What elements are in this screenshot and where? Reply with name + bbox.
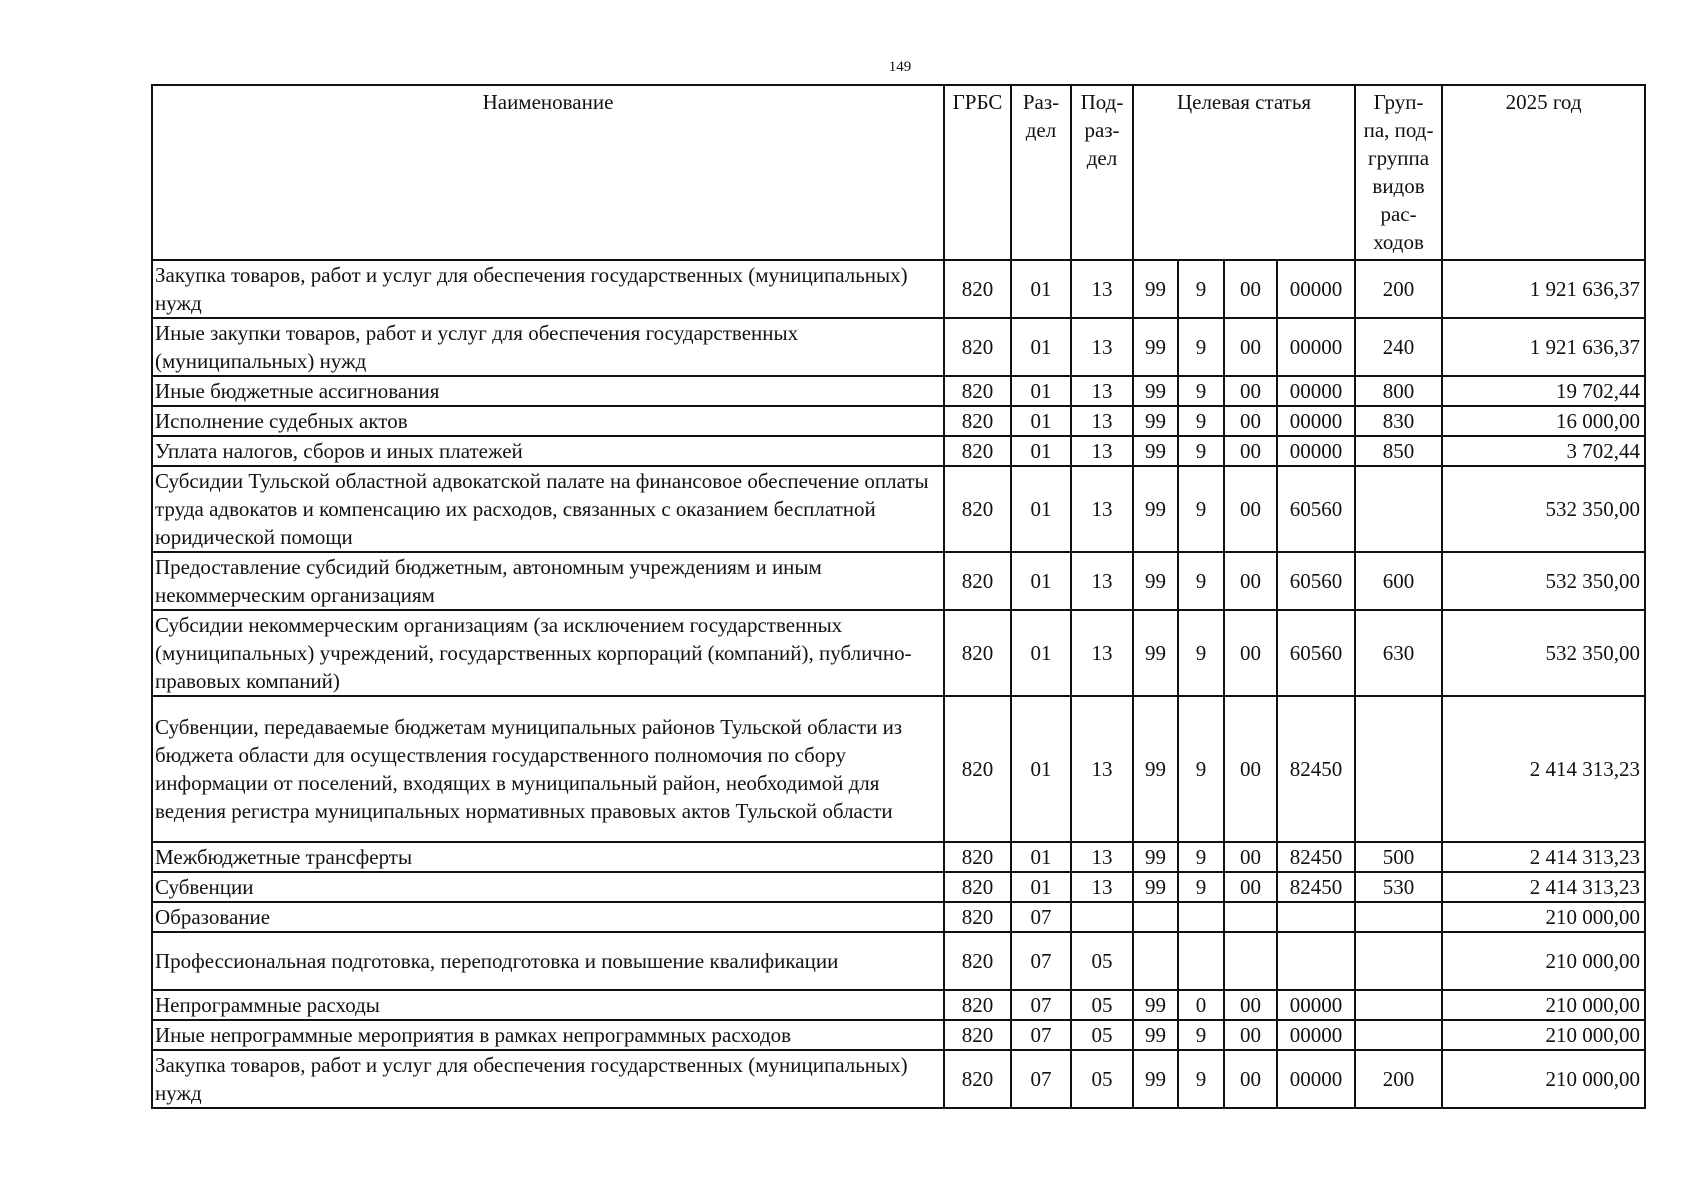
row-amount: 2 414 313,23 [1442,872,1645,902]
table-row [152,376,1645,406]
row-grbs: 820 [944,932,1011,990]
row-amount: 210 000,00 [1442,902,1645,932]
row-expense-group: 240 [1355,318,1442,376]
table-row [152,842,1645,872]
row-podrazdel [1071,902,1133,932]
row-target-direction [1224,932,1277,990]
header-expense-group: Груп- па, под- группа видов рас- ходов [1355,85,1442,260]
row-target-direction: 00 [1224,990,1277,1020]
row-target-code [1277,932,1355,990]
row-target-code: 00000 [1277,376,1355,406]
row-grbs: 820 [944,406,1011,436]
row-name: Субвенции, передаваемые бюджетам муниципальных районов Тульской области из бюджета области для осуществления государственного полномочия по сбору информации от поселений, входящих в муниципальный район, необходимой для ведения регистра муниципальных нормативных правовых актов Тульской области [152,696,944,842]
row-target-direction: 00 [1224,842,1277,872]
table-row [152,696,1645,842]
table-row [152,990,1645,1020]
row-razdel: 01 [1011,466,1071,552]
row-grbs: 820 [944,902,1011,932]
row-name: Предоставление субсидий бюджетным, автономным учреждениям и иным некоммерческим организациям [152,552,944,610]
row-grbs: 820 [944,610,1011,696]
row-target-subprogram: 9 [1178,436,1224,466]
table-row [152,1020,1645,1050]
row-amount: 3 702,44 [1442,436,1645,466]
row-razdel: 07 [1011,902,1071,932]
row-expense-group: 200 [1355,260,1442,318]
table-row [152,902,1645,932]
row-name: Субвенции [152,872,944,902]
row-expense-group [1355,990,1442,1020]
row-grbs: 820 [944,436,1011,466]
row-expense-group: 600 [1355,552,1442,610]
row-target-code: 00000 [1277,1020,1355,1050]
row-target-direction: 00 [1224,552,1277,610]
row-podrazdel: 05 [1071,1050,1133,1108]
row-amount: 1 921 636,37 [1442,318,1645,376]
row-target-program: 99 [1133,1020,1178,1050]
row-podrazdel: 13 [1071,696,1133,842]
row-target-direction: 00 [1224,466,1277,552]
row-amount: 532 350,00 [1442,552,1645,610]
row-amount: 1 921 636,37 [1442,260,1645,318]
row-amount: 16 000,00 [1442,406,1645,436]
row-grbs: 820 [944,552,1011,610]
row-podrazdel: 05 [1071,1020,1133,1050]
row-amount: 532 350,00 [1442,610,1645,696]
row-razdel: 07 [1011,990,1071,1020]
row-target-subprogram: 9 [1178,842,1224,872]
row-target-subprogram [1178,902,1224,932]
row-razdel: 07 [1011,1050,1071,1108]
row-target-direction: 00 [1224,318,1277,376]
row-target-code: 00000 [1277,406,1355,436]
row-target-code: 60560 [1277,610,1355,696]
row-grbs: 820 [944,1020,1011,1050]
row-razdel: 01 [1011,260,1071,318]
row-amount: 210 000,00 [1442,1020,1645,1050]
table-row [152,406,1645,436]
row-expense-group: 530 [1355,872,1442,902]
row-expense-group [1355,902,1442,932]
row-name: Уплата налогов, сборов и иных платежей [152,436,944,466]
row-target-direction: 00 [1224,406,1277,436]
row-expense-group: 630 [1355,610,1442,696]
row-expense-group: 830 [1355,406,1442,436]
row-target-direction: 00 [1224,260,1277,318]
row-podrazdel: 13 [1071,466,1133,552]
row-target-direction: 00 [1224,696,1277,842]
page-number: 149 [888,59,912,75]
row-target-subprogram: 0 [1178,990,1224,1020]
row-target-subprogram: 9 [1178,318,1224,376]
row-target-program: 99 [1133,260,1178,318]
row-razdel: 01 [1011,872,1071,902]
row-amount: 2 414 313,23 [1442,842,1645,872]
row-name: Межбюджетные трансферты [152,842,944,872]
table-body [152,260,1645,1108]
row-target-direction: 00 [1224,1020,1277,1050]
row-name: Субсидии некоммерческим организациям (за исключением государственных (муниципальных) учреждений, государственных корпораций (компаний), публично-правовых компаний) [152,610,944,696]
row-grbs: 820 [944,842,1011,872]
row-razdel: 01 [1011,436,1071,466]
row-target-program: 99 [1133,1050,1178,1108]
row-target-subprogram: 9 [1178,696,1224,842]
row-target-code: 82450 [1277,842,1355,872]
row-target-code: 82450 [1277,872,1355,902]
row-target-program: 99 [1133,436,1178,466]
row-expense-group: 200 [1355,1050,1442,1108]
row-target-subprogram: 9 [1178,1020,1224,1050]
row-target-code: 00000 [1277,260,1355,318]
row-target-program: 99 [1133,318,1178,376]
row-name: Иные закупки товаров, работ и услуг для обеспечения государственных (муниципальных) нужд [152,318,944,376]
row-name: Иные непрограммные мероприятия в рамках непрограммных расходов [152,1020,944,1050]
row-razdel: 01 [1011,610,1071,696]
table-row [152,552,1645,610]
row-target-program: 99 [1133,406,1178,436]
row-amount: 210 000,00 [1442,1050,1645,1108]
row-target-subprogram: 9 [1178,376,1224,406]
row-amount: 532 350,00 [1442,466,1645,552]
row-expense-group [1355,932,1442,990]
row-target-program: 99 [1133,552,1178,610]
table-row [152,466,1645,552]
row-expense-group: 500 [1355,842,1442,872]
row-target-code: 00000 [1277,436,1355,466]
row-target-subprogram: 9 [1178,406,1224,436]
row-amount: 2 414 313,23 [1442,696,1645,842]
row-name: Субсидии Тульской областной адвокатской палате на финансовое обеспечение оплаты труда адвокатов и компенсацию их расходов, связанных с оказанием бесплатной юридической помощи [152,466,944,552]
row-target-subprogram [1178,932,1224,990]
row-razdel: 07 [1011,932,1071,990]
row-target-direction [1224,902,1277,932]
row-amount: 19 702,44 [1442,376,1645,406]
row-grbs: 820 [944,260,1011,318]
row-target-code: 00000 [1277,990,1355,1020]
table-row [152,436,1645,466]
row-podrazdel: 13 [1071,552,1133,610]
header-podrazdel: Под- раз- дел [1071,85,1133,260]
row-target-code: 82450 [1277,696,1355,842]
row-grbs: 820 [944,1050,1011,1108]
row-target-subprogram: 9 [1178,1050,1224,1108]
row-expense-group [1355,696,1442,842]
table-row [152,872,1645,902]
row-target-direction: 00 [1224,436,1277,466]
header-grbs: ГРБС [944,85,1011,260]
row-grbs: 820 [944,318,1011,376]
row-target-program: 99 [1133,872,1178,902]
row-razdel: 01 [1011,406,1071,436]
row-name: Иные бюджетные ассигнования [152,376,944,406]
row-name: Закупка товаров, работ и услуг для обеспечения государственных (муниципальных) нужд [152,1050,944,1108]
row-target-program: 99 [1133,610,1178,696]
row-target-direction: 00 [1224,1050,1277,1108]
row-podrazdel: 13 [1071,406,1133,436]
row-target-direction: 00 [1224,610,1277,696]
row-target-code [1277,902,1355,932]
row-target-code: 00000 [1277,318,1355,376]
row-target-program: 99 [1133,990,1178,1020]
row-target-subprogram: 9 [1178,872,1224,902]
row-name: Образование [152,902,944,932]
header-target-article: Целевая статья [1133,85,1355,260]
row-grbs: 820 [944,466,1011,552]
row-target-program: 99 [1133,696,1178,842]
row-target-program [1133,932,1178,990]
row-target-program: 99 [1133,842,1178,872]
row-grbs: 820 [944,990,1011,1020]
row-target-code: 60560 [1277,552,1355,610]
row-expense-group [1355,466,1442,552]
row-target-direction: 00 [1224,872,1277,902]
row-target-code: 00000 [1277,1050,1355,1108]
row-podrazdel: 05 [1071,990,1133,1020]
row-podrazdel: 13 [1071,318,1133,376]
row-expense-group: 850 [1355,436,1442,466]
table-row [152,260,1645,318]
table-row [152,932,1645,990]
row-podrazdel: 13 [1071,376,1133,406]
row-target-subprogram: 9 [1178,260,1224,318]
row-podrazdel: 13 [1071,260,1133,318]
row-grbs: 820 [944,872,1011,902]
row-podrazdel: 13 [1071,842,1133,872]
row-amount: 210 000,00 [1442,990,1645,1020]
table-row [152,1050,1645,1108]
row-podrazdel: 13 [1071,872,1133,902]
row-target-subprogram: 9 [1178,552,1224,610]
row-expense-group [1355,1020,1442,1050]
row-target-subprogram: 9 [1178,610,1224,696]
table-row [152,610,1645,696]
table-header-row [152,85,1645,260]
row-razdel: 01 [1011,376,1071,406]
row-target-subprogram: 9 [1178,466,1224,552]
row-name: Исполнение судебных актов [152,406,944,436]
header-name: Наименование [152,85,944,260]
row-target-program [1133,902,1178,932]
row-target-direction: 00 [1224,376,1277,406]
row-podrazdel: 13 [1071,610,1133,696]
row-name: Непрограммные расходы [152,990,944,1020]
row-podrazdel: 05 [1071,932,1133,990]
row-target-program: 99 [1133,466,1178,552]
row-razdel: 07 [1011,1020,1071,1050]
table-row [152,318,1645,376]
row-razdel: 01 [1011,842,1071,872]
row-razdel: 01 [1011,318,1071,376]
row-target-code: 60560 [1277,466,1355,552]
row-expense-group: 800 [1355,376,1442,406]
row-grbs: 820 [944,376,1011,406]
row-name: Закупка товаров, работ и услуг для обеспечения государственных (муниципальных) нужд [152,260,944,318]
row-grbs: 820 [944,696,1011,842]
row-name: Профессиональная подготовка, переподготовка и повышение квалификации [152,932,944,990]
header-year-2025: 2025 год [1442,85,1645,260]
budget-table [151,84,1646,1109]
row-razdel: 01 [1011,552,1071,610]
header-razdel: Раз- дел [1011,85,1071,260]
row-amount: 210 000,00 [1442,932,1645,990]
row-target-program: 99 [1133,376,1178,406]
row-razdel: 01 [1011,696,1071,842]
row-podrazdel: 13 [1071,436,1133,466]
